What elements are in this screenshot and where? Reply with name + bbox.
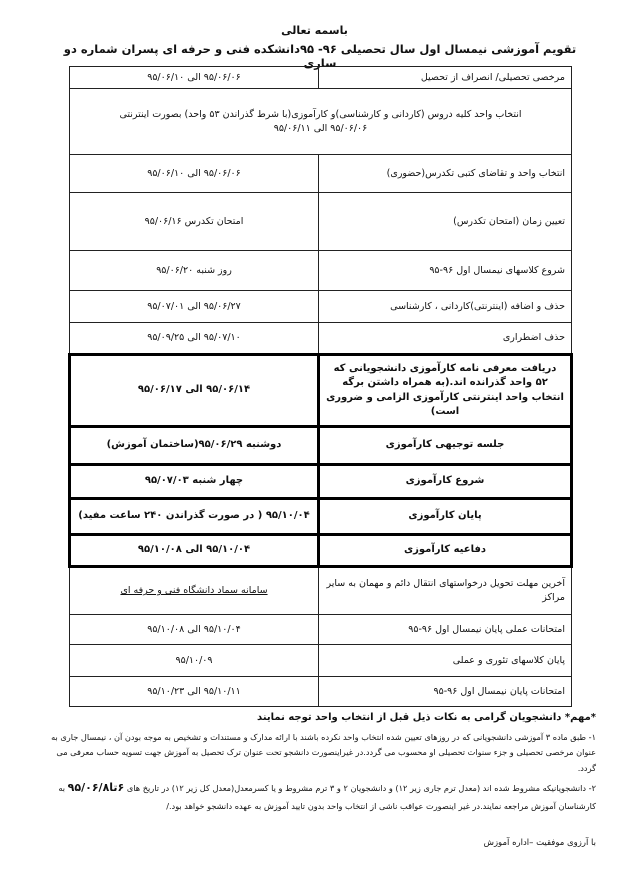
row-label: شروع کلاسهای نیمسال اول ۹۶-۹۵ bbox=[319, 251, 572, 291]
notes-heading: *مهم* دانشجویان گرامی به نکات ذیل قبل از انتخاب واحد توجه نمایند bbox=[257, 712, 596, 723]
note-2-date: ۶تا۹۵/۰۶/۸ bbox=[67, 781, 125, 795]
row-value: سامانه سماد دانشگاه فنی و حرفه ای bbox=[70, 567, 319, 615]
row-label: امتحانات پایان نیمسال اول ۹۶-۹۵ bbox=[319, 677, 572, 707]
basmala: باسمه تعالی bbox=[281, 24, 348, 37]
row-label: انتخاب واحد و تقاضای کتبی تکدرس(حضوری) bbox=[319, 155, 572, 193]
row-label: دریافت معرفی نامه کارآموزی دانشجویانی که ۵۲ واحد گذرانده اند.(به همراه داشتن برگه انتخاب واحد اینترنتی کارآموزی الزامی و ضروری است) bbox=[319, 355, 572, 427]
row-label: مرخصی تحصیلی/ انصراف از تحصیل bbox=[319, 67, 572, 89]
row-value: ۹۵/۰۶/۱۴ الی ۹۵/۰۶/۱۷ bbox=[70, 355, 319, 427]
table-row-highlighted bbox=[70, 355, 572, 427]
row-full-date: ۹۵/۰۶/۰۶ الی ۹۵/۰۶/۱۱ bbox=[273, 122, 368, 134]
table-row bbox=[70, 193, 572, 251]
row-label: آخرین مهلت تحویل درخواستهای انتقال دائم و مهمان به سایر مراکز bbox=[319, 567, 572, 615]
row-label: پایان کارآموزی bbox=[319, 499, 572, 535]
row-value: ۹۵/۱۰/۰۴ الی ۹۵/۱۰/۰۸ bbox=[70, 535, 319, 567]
table-row bbox=[70, 323, 572, 355]
calendar-table bbox=[68, 66, 573, 707]
footer-signature: با آرزوی موفقیت –اداره آموزش bbox=[483, 838, 596, 848]
row-label: پایان کلاسهای تئوری و عملی bbox=[319, 645, 572, 677]
table-row bbox=[70, 67, 572, 89]
table-row bbox=[70, 677, 572, 707]
row-value: ۹۵/۱۰/۰۴ ( در صورت گذراندن ۲۴۰ ساعت مفید) bbox=[70, 499, 319, 535]
row-label: دفاعیه کارآموزی bbox=[319, 535, 572, 567]
table-row-highlighted bbox=[70, 535, 572, 567]
row-value: دوشنبه ۹۵/۰۶/۲۹(ساختمان آموزش) bbox=[70, 427, 319, 465]
table-row bbox=[70, 89, 572, 155]
page-title: تقویم آموزشی نیمسال اول سال تحصیلی ۹۶- ۹۵دانشکده فنی و حرفه ای پسران شماره دو ساری bbox=[63, 42, 577, 70]
row-label: حذف اضطراری bbox=[319, 323, 572, 355]
row-value: روز شنبه ۹۵/۰۶/۲۰ bbox=[70, 251, 319, 291]
table-row-highlighted bbox=[70, 499, 572, 535]
row-value: ۹۵/۰۷/۱۰ الی ۹۵/۰۹/۲۵ bbox=[70, 323, 319, 355]
row-value: ۹۵/۱۰/۰۴ الی ۹۵/۱۰/۰۸ bbox=[70, 615, 319, 645]
table-row bbox=[70, 291, 572, 323]
row-label: شروع کارآموزی bbox=[319, 465, 572, 499]
note-2-text: ۲- دانشجویانیکه مشروط شده اند (معدل ترم جاری زیر ۱۲) و دانشجویان ۲ و ۳ ترم مشروط و یا کسرمعدل(معدل کل زیر ۱۲) در تاریخ های bbox=[126, 783, 596, 794]
table-row-highlighted bbox=[70, 427, 572, 465]
notes-section bbox=[36, 708, 596, 815]
table-row bbox=[70, 645, 572, 677]
row-value: ۹۵/۱۰/۱۱ الی ۹۵/۱۰/۲۳ bbox=[70, 677, 319, 707]
row-value: چهار شنبه ۹۵/۰۷/۰۳ bbox=[70, 465, 319, 499]
row-value: ۹۵/۱۰/۰۹ bbox=[70, 645, 319, 677]
row-label: امتحانات عملی پایان نیمسال اول ۹۶-۹۵ bbox=[319, 615, 572, 645]
table-row bbox=[70, 155, 572, 193]
table-row bbox=[70, 251, 572, 291]
note-2 bbox=[36, 777, 596, 814]
table-row-highlighted bbox=[70, 465, 572, 499]
row-label: حذف و اضافه (اینترنتی)کاردانی ، کارشناسی bbox=[319, 291, 572, 323]
table-row bbox=[70, 615, 572, 645]
row-label: تعیین زمان (امتحان تکدرس) bbox=[319, 193, 572, 251]
note-2-end: به کارشناسان آموزش مراجعه نمایند.در غیر اینصورت عواقب ناشی از انتخاب واحد بدون تایید آموزش به عهده دانشجو خواهد بود./ bbox=[58, 783, 596, 811]
row-value: ۹۵/۰۶/۲۷ الی ۹۵/۰۷/۰۱ bbox=[70, 291, 319, 323]
row-full bbox=[70, 89, 572, 155]
row-value: امتحان تکدرس ۹۵/۰۶/۱۶ bbox=[70, 193, 319, 251]
note-1: ۱- طبق ماده ۳ آموزشی دانشجویانی که در روزهای تعیین شده انتخاب واحد نکرده باشند با ارائه مدارک و مستندات و تشخیص به موجه بودن آن ، نیمسال جاری به عنوان مرخصی تحصیلی و جزء سنوات تحصیلی او محسوب می گردد.در غیراینصورت دانشجو تحت عنوان ترک تحصیل به آموزش جهت تسویه حساب معرفی می گردد. bbox=[51, 731, 596, 774]
row-label: جلسه توجیهی کارآموزی bbox=[319, 427, 572, 465]
row-full-text: انتخاب واحد کلیه دروس (کاردانی و کارشناسی)و کارآموزی(با شرط گذراندن ۵۳ واحد) بصورت اینترنتی bbox=[119, 108, 522, 120]
table-row bbox=[70, 567, 572, 615]
row-value: ۹۵/۰۶/۰۶ الی ۹۵/۰۶/۱۰ bbox=[70, 155, 319, 193]
row-value: ۹۵/۰۶/۰۶ الی ۹۵/۰۶/۱۰ bbox=[70, 67, 319, 89]
